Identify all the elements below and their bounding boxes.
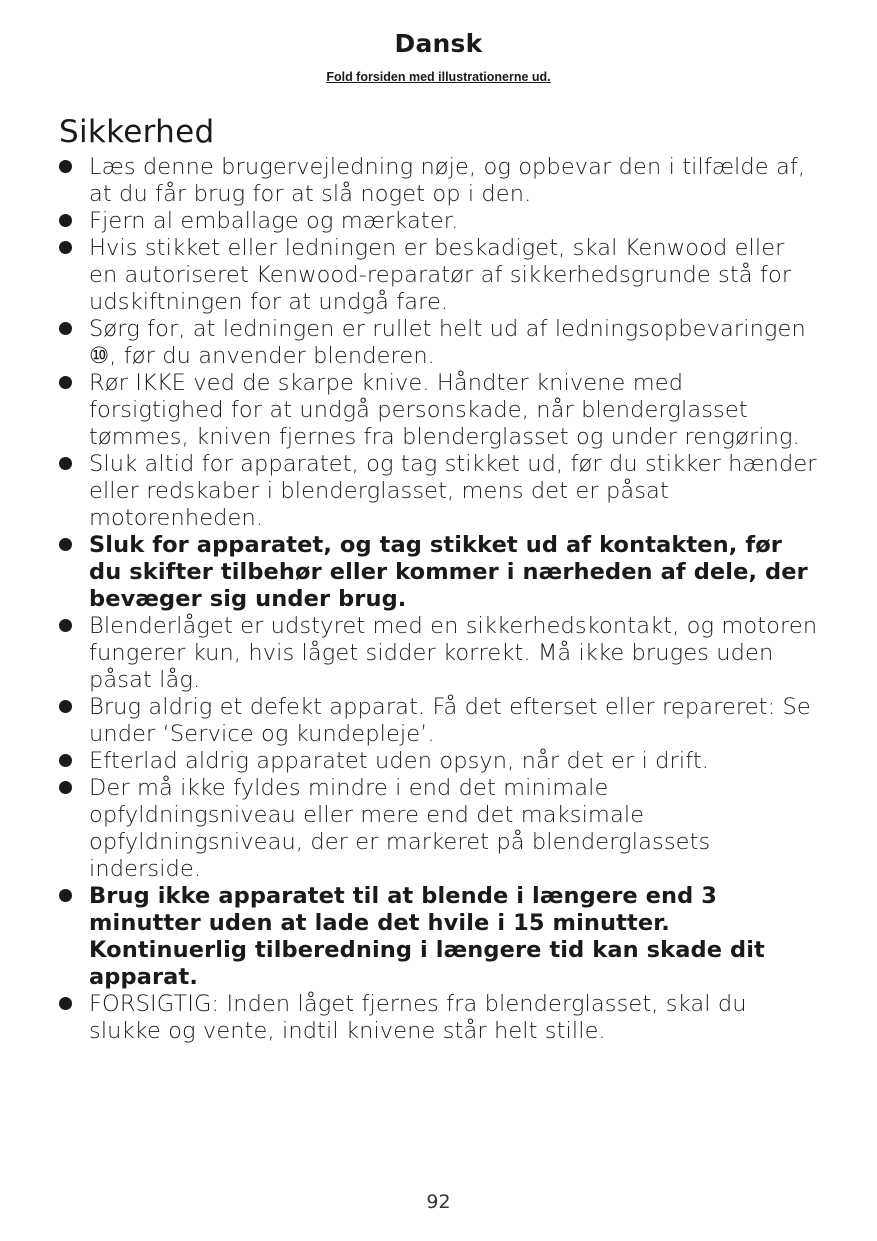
fold-note: Fold forsiden med illustrationerne ud.	[326, 70, 551, 84]
safety-item-text: Sluk altid for apparatet, og tag stikket ud, før du stikker hænder eller redskaber i blenderglasset, mens det er påsat motorenheden.	[89, 451, 817, 531]
safety-item	[59, 775, 819, 883]
safety-item	[59, 991, 819, 1045]
safety-item-text: Brug aldrig et defekt apparat. Få det efterset eller repareret: Se under ‘Service og kundepleje’.	[89, 694, 811, 747]
bullet-icon	[59, 619, 72, 632]
safety-item	[59, 694, 819, 748]
safety-item-text: Fjern al emballage og mærkater.	[89, 208, 459, 234]
safety-list	[59, 154, 819, 1045]
bullet-icon	[59, 538, 72, 551]
bullet-icon	[59, 160, 72, 173]
safety-item	[59, 451, 819, 532]
safety-item	[59, 532, 819, 613]
bullet-icon	[59, 322, 72, 335]
safety-item	[59, 208, 819, 235]
section-title: Sikkerhed	[59, 114, 215, 150]
safety-item-text: Sørg for, at ledningen er rullet helt ud af ledningsopbevaringen ⑩, før du anvender blenderen.	[89, 316, 806, 369]
safety-item-text: Læs denne brugervejledning nøje, og opbevar den i tilfælde af, at du får brug for at slå noget op i den.	[89, 154, 806, 207]
safety-item-text: FORSIGTIG: Inden låget fjernes fra blenderglasset, skal du slukke og vente, indtil knivene står helt stille.	[89, 991, 747, 1044]
safety-item-text: Sluk for apparatet, og tag stikket ud af kontakten, før du skifter tilbehør eller kommer i nærheden af dele, der bevæger sig under brug.	[89, 532, 808, 612]
safety-item	[59, 748, 819, 775]
safety-item-text: Blenderlåget er udstyret med en sikkerhedskontakt, og motoren fungerer kun, hvis låget sidder korrekt. Må ikke bruges uden påsat låg.	[89, 613, 818, 693]
bullet-icon	[59, 754, 72, 767]
safety-item	[59, 883, 819, 991]
bullet-icon	[59, 700, 72, 713]
bullet-icon	[59, 781, 72, 794]
safety-item	[59, 316, 819, 370]
page-header	[0, 28, 877, 85]
page-number: 92	[426, 1191, 451, 1213]
bullet-icon	[59, 997, 72, 1010]
bullet-icon	[59, 214, 72, 227]
safety-item	[59, 613, 819, 694]
safety-item	[59, 235, 819, 316]
safety-item	[59, 154, 819, 208]
language-title: Dansk	[394, 29, 483, 58]
safety-item	[59, 370, 819, 451]
safety-item-text: Rør IKKE ved de skarpe knive. Håndter knivene med forsigtighed for at undgå personskade, når blenderglasset tømmes, kniven fjernes fra blenderglasset og under rengøring.	[89, 370, 800, 450]
safety-item-text: Hvis stikket eller ledningen er beskadiget, skal Kenwood eller en autoriseret Kenwood-reparatør af sikkerhedsgrunde stå for udskiftningen for at undgå fare.	[89, 235, 792, 315]
bullet-icon	[59, 889, 72, 902]
safety-item-text: Der må ikke fyldes mindre i end det minimale opfyldningsniveau eller mere end det maksimale opfyldningsniveau, der er markeret på blenderglassets inderside.	[89, 775, 711, 882]
safety-item-text: Brug ikke apparatet til at blende i længere end 3 minutter uden at lade det hvile i 15 minutter. Kontinuerlig tilberedning i længere tid kan skade dit apparat.	[89, 883, 765, 990]
bullet-icon	[59, 457, 72, 470]
bullet-icon	[59, 376, 72, 389]
safety-item-text: Efterlad aldrig apparatet uden opsyn, når det er i drift.	[89, 748, 710, 774]
bullet-icon	[59, 241, 72, 254]
